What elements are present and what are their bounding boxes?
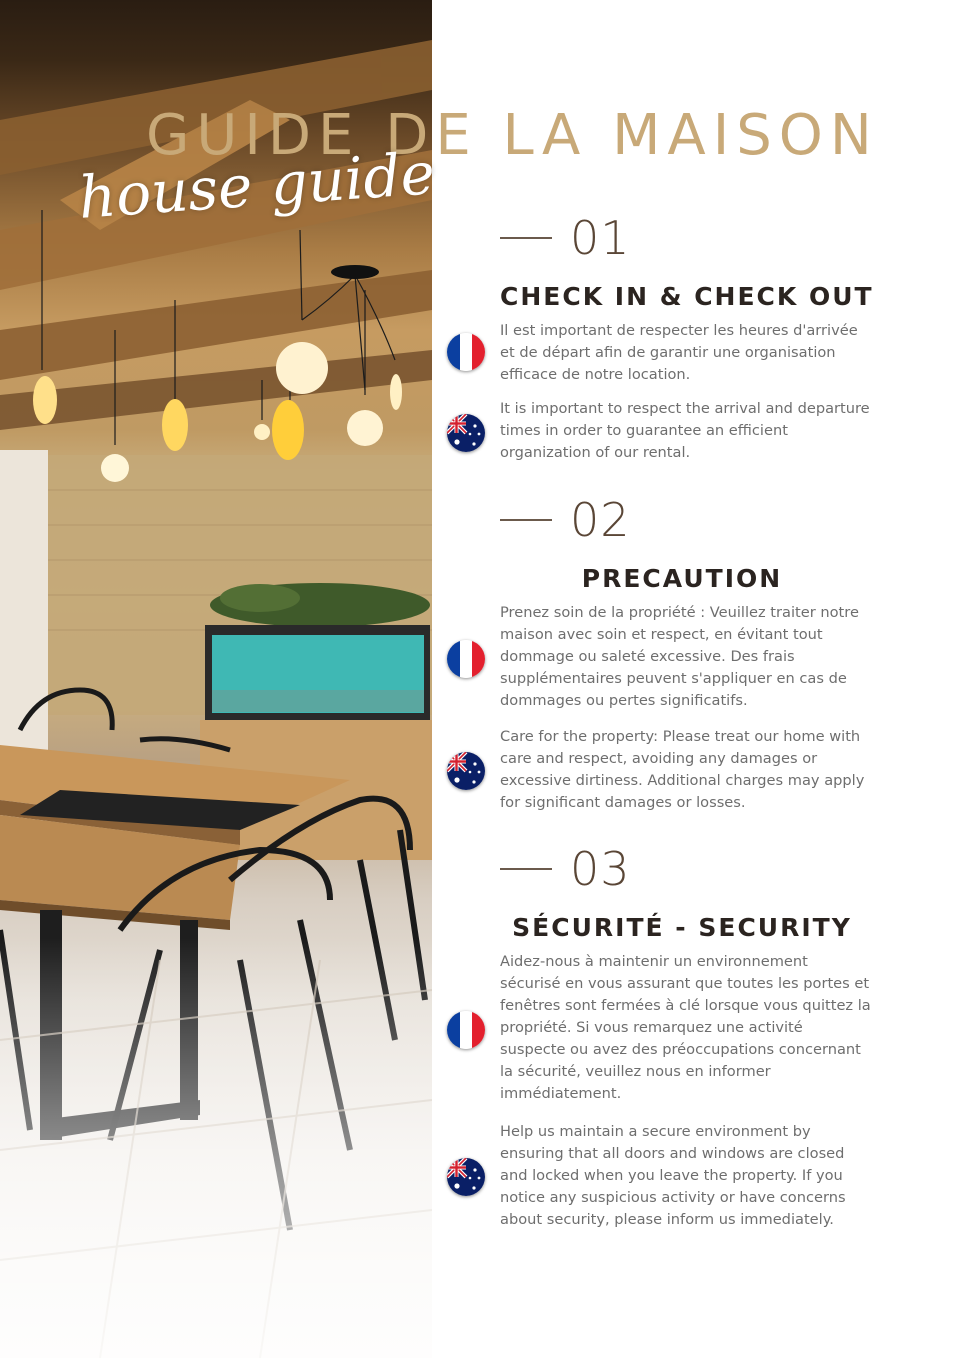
france-flag-icon <box>447 333 485 371</box>
section-title: CHECK IN & CHECK OUT <box>500 282 874 311</box>
text-fr: Prenez soin de la propriété : Veuillez traiter notre maison avec soin et respect, en évitant tout dommage ou saleté excessive. Des frais supplémentaires peuvent s'appliquer en cas de dommages ou pertes significatifs. <box>500 604 859 709</box>
france-flag-icon <box>447 1011 485 1049</box>
text-en: It is important to respect the arrival and departure times in order to guarantee an efficient organization of our rental. <box>500 400 870 461</box>
page-subtitle: house guide <box>76 139 437 232</box>
australia-flag-icon <box>447 414 485 452</box>
section-number-row <box>500 212 631 264</box>
section-number: 02 <box>570 493 631 547</box>
page-title: GUIDE DE LA MAISON <box>146 103 879 168</box>
text-en: Help us maintain a secure environment by ensuring that all doors and windows are closed and locked when you leave the property. If you notice any suspicious activity or have concerns about security, please inform us immediately. <box>500 1123 846 1228</box>
australia-flag-icon <box>447 752 485 790</box>
section-title: SÉCURITÉ - SECURITY <box>512 913 852 942</box>
australia-flag-icon <box>447 1158 485 1196</box>
text-fr: Il est important de respecter les heures d'arrivée et de départ afin de garantir une organisation efficace de notre location. <box>500 322 858 383</box>
section-number: 03 <box>570 842 631 896</box>
section-number-row <box>500 843 631 895</box>
text-en: Care for the property: Please treat our home with care and respect, avoiding any damages or excessive dirtiness. Additional charges may apply for significant damages or losses. <box>500 728 865 811</box>
section-number: 01 <box>570 211 631 265</box>
france-flag-icon <box>447 640 485 678</box>
text-fr: Aidez-nous à maintenir un environnement sécurisé en vous assurant que toutes les portes et fenêtres sont fermées à clé lorsque vous quittez la propriété. Si vous remarquez une activité suspecte ou avez des préoccupations concernant la sécurité, veuillez nous en informer immédiatement. <box>500 953 871 1102</box>
divider-line <box>500 519 552 521</box>
section-number-row <box>500 494 631 546</box>
divider-line <box>500 868 552 870</box>
section-title: PRECAUTION <box>581 564 783 593</box>
divider-line <box>500 237 552 239</box>
